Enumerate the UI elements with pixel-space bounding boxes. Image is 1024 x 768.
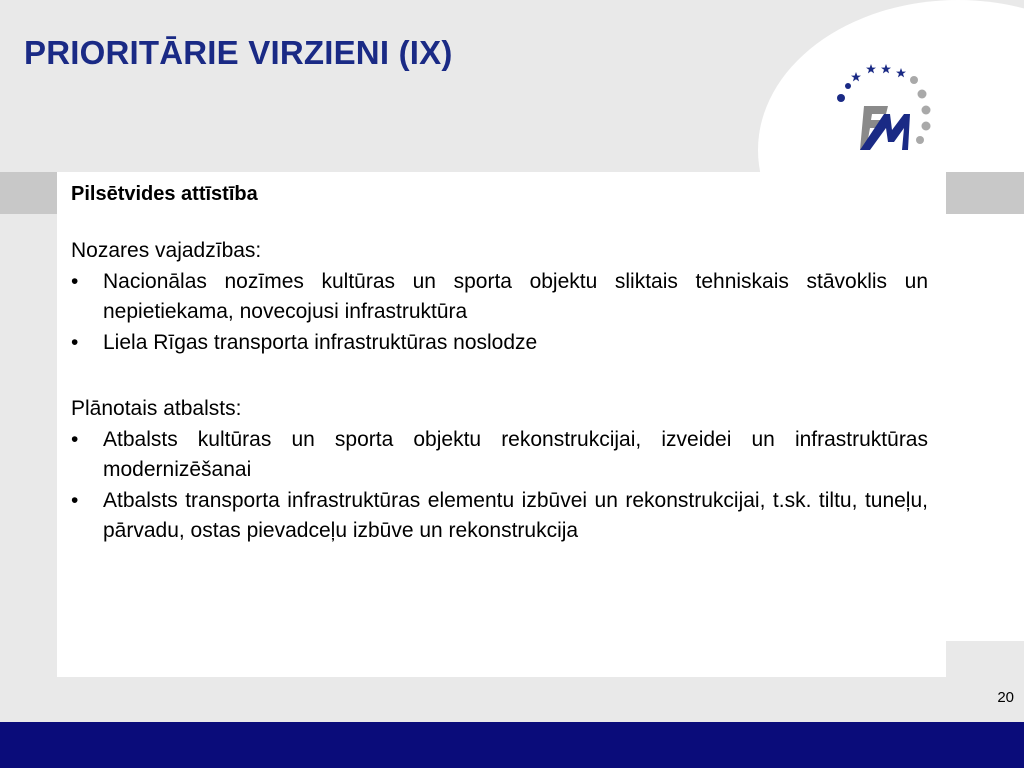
logo-letters bbox=[860, 106, 910, 150]
card-heading: Pilsētvides attīstība bbox=[71, 183, 258, 205]
bullet-icon: • bbox=[71, 427, 79, 451]
list-item: • Atbalsts transporta infrastruktūras elementu izbūvei un rekonstrukcijai, t.sk. tiltu, tuneļu, pārvadu, ostas pievadceļu izbūve un rekonstrukcija bbox=[71, 486, 928, 547]
section-label: Plānotais atbalsts: bbox=[71, 397, 242, 420]
bullet-icon: • bbox=[71, 330, 79, 354]
bullet-icon: • bbox=[71, 269, 79, 293]
bullet-icon: • bbox=[71, 488, 79, 512]
section-label: Nozares vajadzības: bbox=[71, 239, 262, 262]
bullet-list bbox=[71, 267, 928, 359]
logo-stars bbox=[851, 64, 906, 81]
fm-logo-icon bbox=[830, 58, 940, 158]
bullet-list bbox=[71, 425, 928, 547]
page-title: PRIORITĀRIE VIRZIENI (IX) bbox=[24, 34, 453, 71]
page-number: 20 bbox=[997, 689, 1014, 706]
content-card bbox=[57, 172, 946, 677]
side-panel bbox=[946, 214, 1024, 641]
section-needs bbox=[71, 236, 928, 358]
footer-bar bbox=[0, 722, 1024, 768]
list-item: • Liela Rīgas transporta infrastruktūras noslodze bbox=[71, 328, 928, 359]
list-item: • Atbalsts kultūras un sporta objektu rekonstrukcijai, izveidei un infrastruktūras modernizēšanai bbox=[71, 425, 928, 486]
list-item: • Nacionālas nozīmes kultūras un sporta objektu sliktais tehniskais stāvoklis un nepietiekama, novecojusi infrastruktūra bbox=[71, 267, 928, 328]
section-support bbox=[71, 394, 928, 547]
